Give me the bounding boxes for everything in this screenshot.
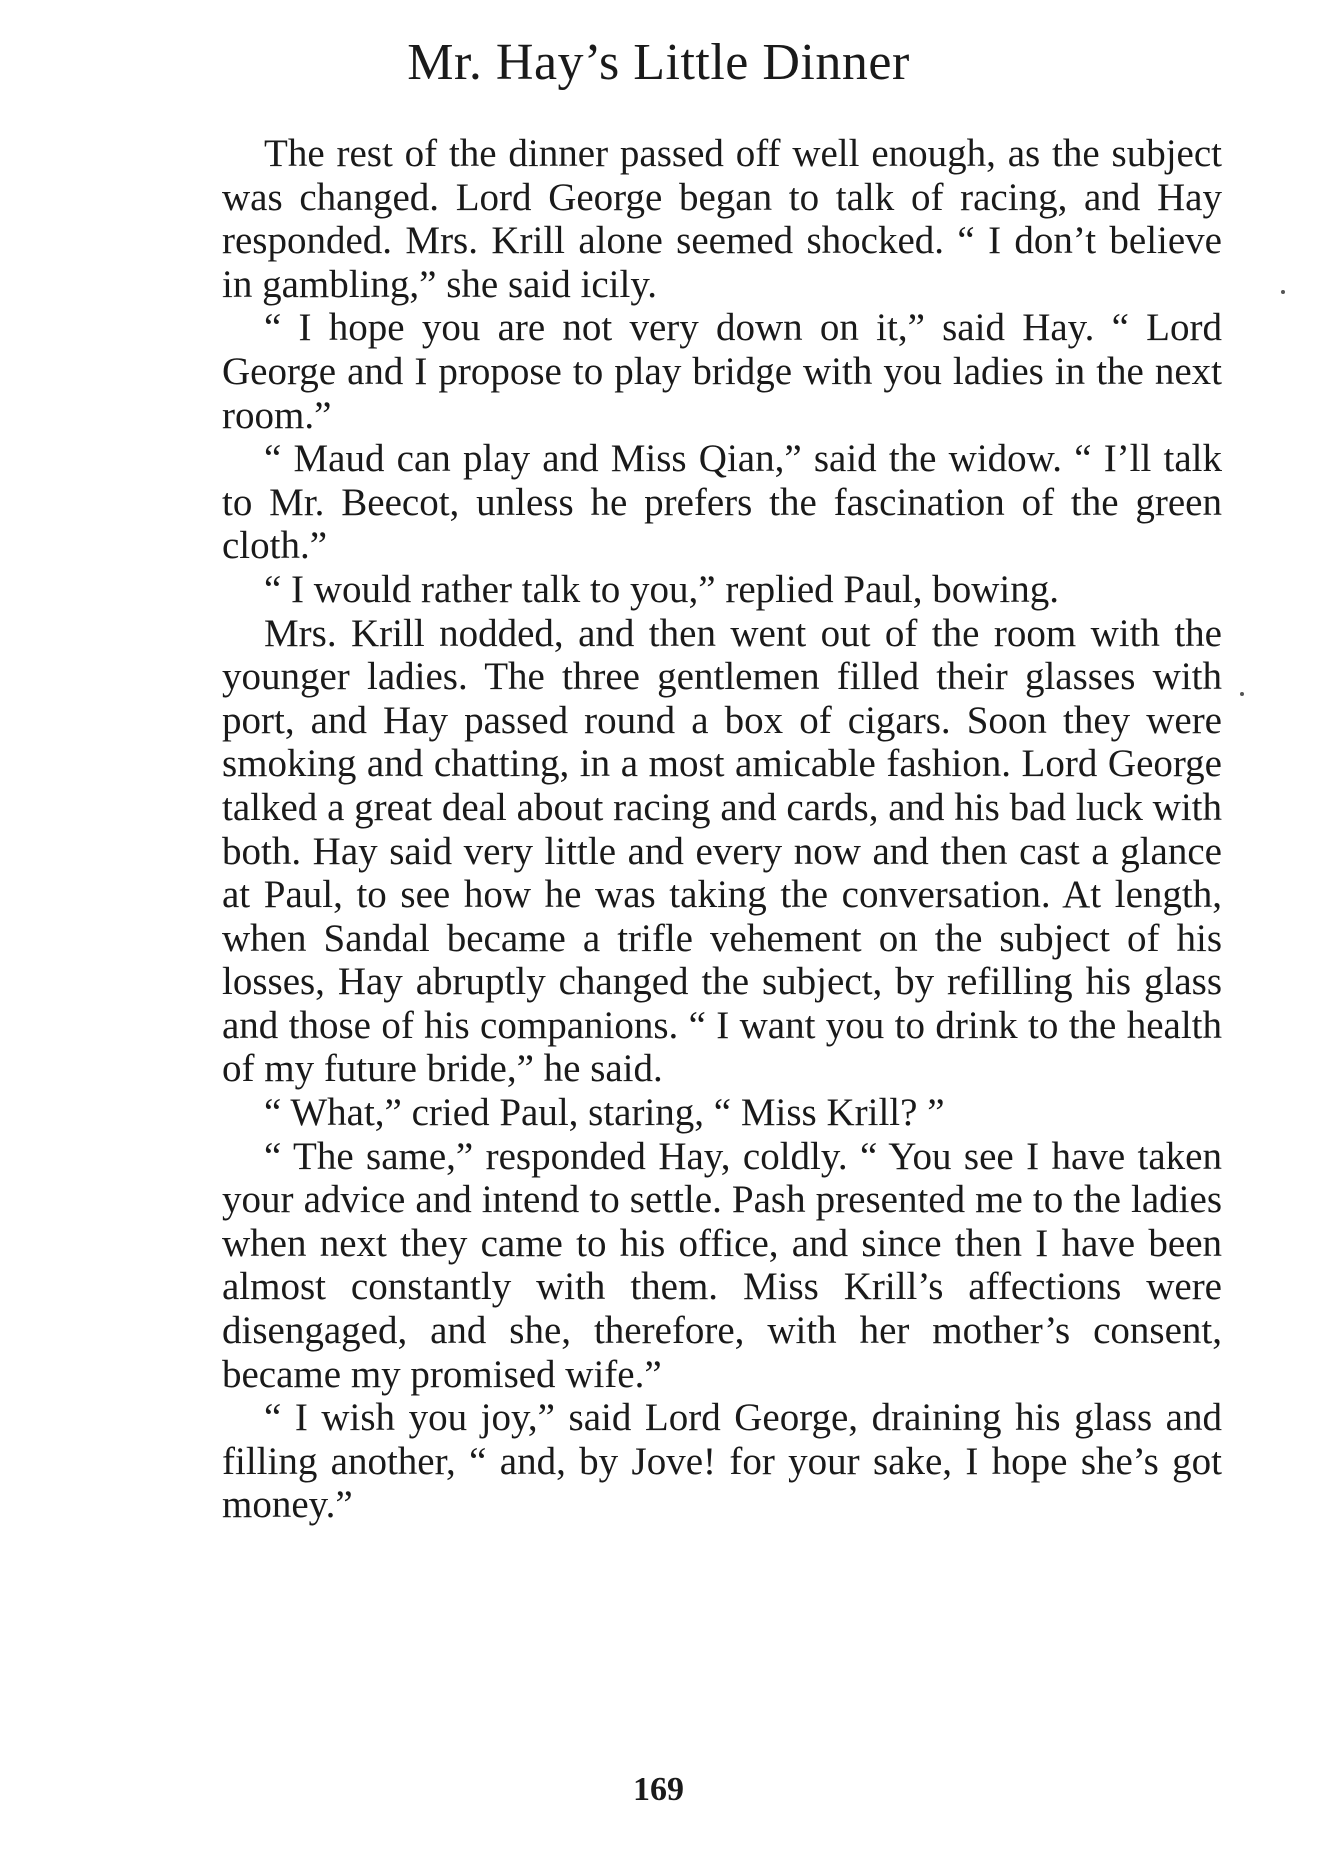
body-text: [222, 132, 1222, 1527]
paragraph-2: “ I hope you are not very down on it,” said Hay. “ Lord George and I propose to play bridge with you ladies in the next room.”: [222, 306, 1222, 437]
scan-speck: [1240, 692, 1244, 696]
paragraph-5: Mrs. Krill nodded, and then went out of the room with the younger ladies. The three gentlemen filled their glasses with port, and Hay passed round a box of cigars. Soon they were smoking and chatting, in a most amicable fashion. Lord George talked a great deal about racing and cards, and his bad luck with both. Hay said very little and every now and then cast a glance at Paul, to see how he was taking the conversation. At length, when Sandal became a trifle vehement on the subject of his losses, Hay abruptly changed the subject, by refilling his glass and those of his companions. “ I want you to drink to the health of my future bride,” he said.: [222, 611, 1222, 1091]
paragraph-4: “ I would rather talk to you,” replied Paul, bowing.: [264, 567, 1059, 611]
paragraph-3: “ Maud can play and Miss Qian,” said the widow. “ I’ll talk to Mr. Beecot, unless he prefers the fascination of the green cloth.”: [222, 437, 1222, 568]
scan-speck: [1281, 290, 1285, 294]
paragraph-6: “ What,” cried Paul, staring, “ Miss Krill? ”: [264, 1091, 945, 1135]
running-head: Mr. Hay’s Little Dinner: [407, 34, 910, 91]
paragraph-1: The rest of the dinner passed off well enough, as the subject was changed. Lord George began to talk of racing, and Hay responded. Mrs. Krill alone seemed shocked. “ I don’t believe in gambling,” she said icily.: [222, 132, 1222, 306]
paragraph-7: “ The same,” responded Hay, coldly. “ You see I have taken your advice and intend to settle. Pash presented me to the ladies when next they came to his office, and since then I have been almost constantly with them. Miss Krill’s affections were disengaged, and she, therefore, with her mother’s consent, became my promised wife.”: [222, 1134, 1222, 1396]
page-number: 169: [633, 1771, 684, 1808]
paragraph-8: “ I wish you joy,” said Lord George, draining his glass and filling another, “ and, by Jove! for your sake, I hope she’s got money.”: [222, 1396, 1222, 1527]
